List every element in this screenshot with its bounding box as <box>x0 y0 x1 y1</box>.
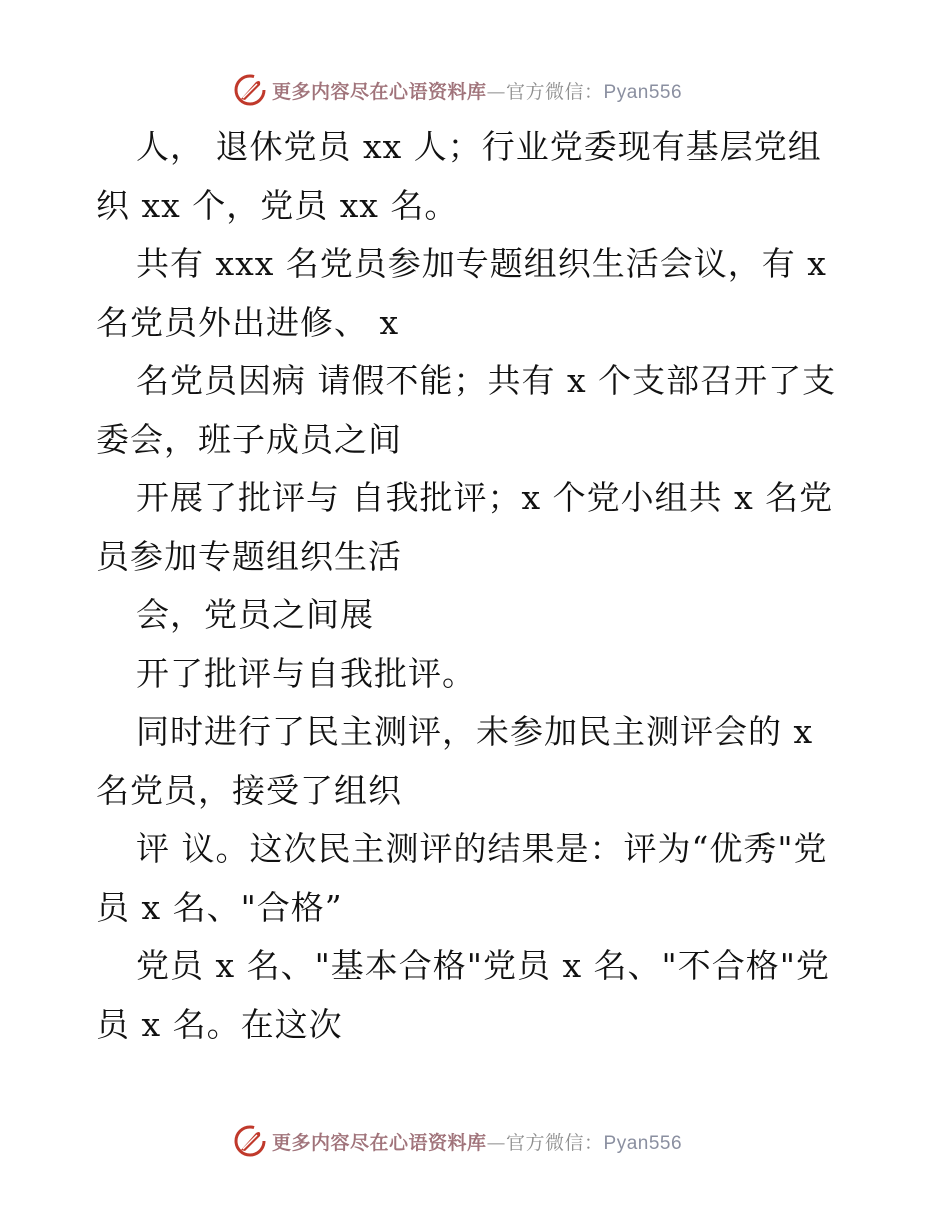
body-text-line: 开了批评与自我批评。 <box>136 653 476 693</box>
document-body <box>96 118 856 1054</box>
body-text-line: 同时进行了民主测评，未参加民主测评会的 x <box>136 712 814 751</box>
banner-wechat-id: Pyan556 <box>603 1132 683 1154</box>
body-text-line: 委会，班子成员之间 <box>96 419 402 459</box>
banner-brand: 更多内容尽在心语资料库 <box>272 80 487 103</box>
body-text-line: 评 议。这次民主测评的结果是：评为“优秀"党 <box>136 829 828 868</box>
body-text-line: 名党员外出进修、 x <box>96 302 400 342</box>
body-text-line: 会，党员之间展 <box>136 595 374 634</box>
body-text-line: 员 x 名。在这次 <box>96 1004 343 1044</box>
body-text-line: 员参加专题组织生活 <box>96 536 402 576</box>
banner-wechat-label: 官方微信： <box>506 1131 604 1154</box>
banner-text <box>272 77 682 104</box>
banner-wechat-label: 官方微信： <box>506 80 604 103</box>
header-banner <box>232 70 682 110</box>
body-text-line: 员 x 名、"合格” <box>96 887 343 927</box>
body-text-line: 开展了批评与 自我批评；x 个党小组共 x 名党 <box>136 478 834 517</box>
body-text-line: 党员 x 名、"基本合格"党员 x 名、"不合格"党 <box>136 946 830 985</box>
body-text-line: 名党员因病 请假不能；共有 x 个支部召开了支 <box>136 361 837 400</box>
body-text-line: 名党员，接受了组织 <box>96 770 402 810</box>
body-text-line: 织 xx 个，党员 xx 名。 <box>96 185 459 225</box>
banner-dash: — <box>486 80 507 103</box>
quill-logo-icon <box>232 72 268 108</box>
banner-wechat-id: Pyan556 <box>603 81 683 103</box>
body-text-line: 共有 xxx 名党员参加专题组织生活会议，有 x <box>136 244 827 283</box>
quill-logo-icon <box>232 1123 268 1159</box>
banner-text <box>272 1128 682 1155</box>
banner-brand: 更多内容尽在心语资料库 <box>272 1131 487 1154</box>
footer-banner <box>232 1121 682 1161</box>
body-text-line: 人， 退休党员 xx 人；行业党委现有基层党组 <box>136 127 822 166</box>
banner-dash: — <box>486 1131 507 1154</box>
